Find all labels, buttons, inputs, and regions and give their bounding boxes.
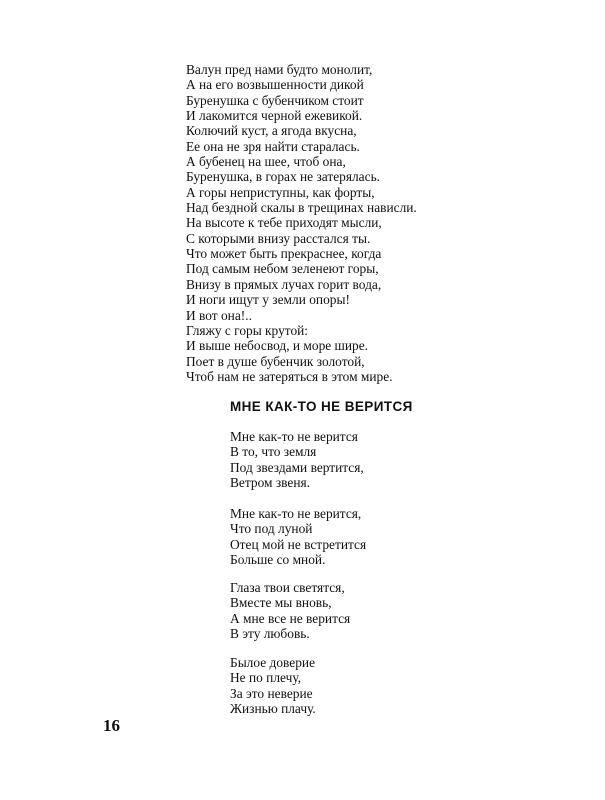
poem-line: Жизнью плачу. (230, 701, 316, 717)
poem-line: Больше со мной. (230, 552, 326, 568)
poem-line: Чтоб нам не затеряться в этом мире. (186, 368, 393, 384)
poem-line: Не по плечу, (230, 670, 302, 686)
poem-line: В эту любовь. (230, 626, 310, 642)
poem-line: Что может быть прекраснее, когда (186, 246, 382, 262)
poem-line: Былое доверие (230, 655, 316, 670)
poem-line: Колючий куст, а ягода вкусна, (186, 123, 357, 139)
poem-stanza (230, 506, 430, 567)
poem-line: Ее она не зря найти старалась. (186, 138, 360, 154)
poem-line: И ноги ищут у земли опоры! (186, 292, 350, 308)
poem-line: Ветром звеня. (230, 475, 310, 491)
poem-line: А мне все не верится (230, 610, 351, 626)
poem-line: Мне как-то не верится, (230, 506, 362, 521)
poem-line: А на его возвышенности дикой (186, 77, 364, 93)
poem-line: Что под луной (230, 521, 313, 537)
poem-line: Буренушка с бубенчиком стоит (186, 92, 364, 108)
poem-line: В то, что земля (230, 444, 317, 460)
poem-line: Глаза твои светятся, (230, 580, 345, 595)
poem-line: Поет в душе бубенчик золотой, (186, 353, 365, 369)
poem-line: Отец мой не встретится (230, 536, 367, 552)
poem-line: Валун пред нами будто монолит, (186, 62, 373, 77)
poem-line: Под самым небом зеленеют горы, (186, 261, 379, 277)
poem-stanza (230, 429, 430, 490)
poem-line: И выше небосвод, и море шире. (186, 338, 369, 354)
poem-line: Гляжу с горы крутой: (186, 322, 309, 338)
poem-line: За это неверие (230, 685, 313, 701)
poem-stanza (230, 580, 430, 641)
poem-line: Над бездной скалы в трещинах нависли. (186, 200, 417, 216)
poem-line: Под звездами вертится, (230, 459, 364, 475)
poem-line: Внизу в прямых лучах горит вода, (186, 276, 382, 292)
poem-line: Мне как-то не верится (230, 429, 358, 444)
poem-line: И лакомится черной ежевикой. (186, 108, 363, 124)
poem-line: Вместе мы вновь, (230, 595, 332, 611)
poem-stanza (230, 655, 430, 716)
poem-line: На высоте к тебе приходят мысли, (186, 215, 382, 231)
poem-line: А бубенец на шее, чтоб она, (186, 154, 346, 170)
poem-first (186, 62, 516, 384)
poem-line: Буренушка, в горах не затерялась. (186, 169, 381, 185)
page-number: 16 (103, 716, 120, 735)
poem-line: А горы неприступны, как форты, (186, 184, 375, 200)
poem-title: МНЕ КАК-ТО НЕ ВЕРИТСЯ (230, 399, 413, 414)
poem-line: С которыми внизу расстался ты. (186, 230, 371, 246)
poem-line: И вот она!.. (186, 307, 252, 323)
